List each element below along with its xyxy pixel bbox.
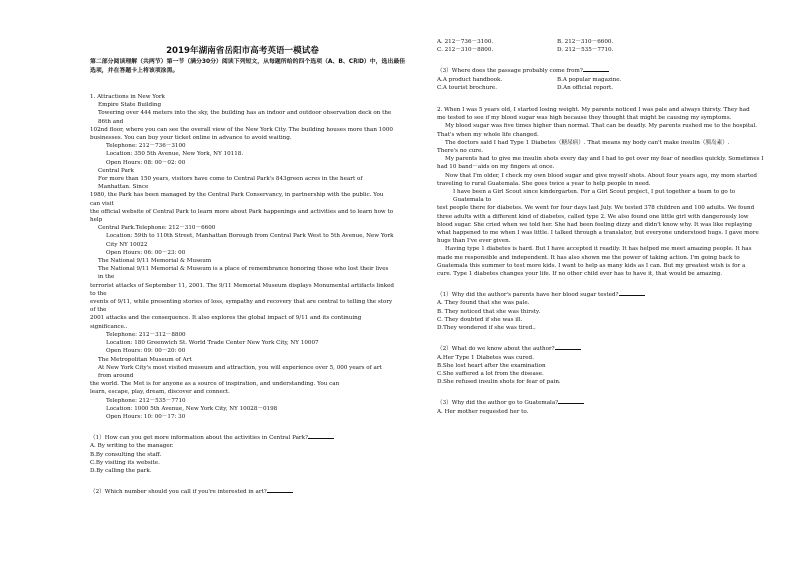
question-1-options	[90, 442, 395, 475]
text-line: My parents had to give me insulin shots every day and I had to get over my fear of needles quickly. Sometimes I	[445, 156, 764, 163]
text-line: Location: 1000 5th Avenue, New York City, NY 10028－0198	[106, 405, 278, 412]
text-line: D.She refused insulin shots for fear of pain.	[437, 379, 561, 386]
question-3-options-row-1	[437, 76, 767, 84]
text-line: Telephone: 212－736－3100	[106, 143, 186, 150]
question-4: （1）Why did the author's parents have her blood sugar tested?	[437, 290, 767, 299]
text-line: The National 9/11 Memorial & Museum	[98, 258, 212, 265]
text-line: D.They wondered if she was tired..	[437, 325, 536, 332]
option-c: C.A tourist brochure.	[437, 84, 497, 91]
passage-1-body	[90, 101, 395, 421]
text-line: A. Her mother requested her to.	[437, 408, 529, 415]
right-column	[437, 38, 767, 416]
text-line: The National 9/11 Memorial & Museum is a place of remembrance honoring those who lost their lives in the	[98, 266, 389, 281]
text-line: I have been a Girl Scout since kindergarten. For a Girl Scout project, I put together a team to go to Guatemala to	[453, 189, 736, 204]
answer-blank	[583, 66, 609, 72]
text-line: Central Park	[98, 167, 134, 174]
text-line: There's no cure.	[437, 148, 484, 155]
option-c: C. 212－310－8800.	[437, 47, 494, 54]
option-d: D.An official report.	[557, 84, 614, 91]
text-line: My blood sugar was five times higher than normal. That can be deadly. My parents rushed me to the hospital.	[445, 123, 757, 130]
text-line: C.By visiting its website.	[90, 459, 160, 466]
text-line: C. They doubted if she was ill.	[437, 316, 523, 323]
text-line: 1980, the Park has been managed by the Central Park Conservancy, in partnership with the public. You can visit	[90, 192, 384, 207]
text-line: cure. Type 1 diabetes changes your life. If no other child ever has to have it, that would be amazing.	[437, 271, 723, 278]
option-b: B. 212－310－6600.	[557, 39, 614, 45]
text-line: Telephone: 212－312－8800	[106, 331, 186, 338]
text-line: Open Hours: 10: 00－17: 30	[106, 413, 186, 420]
text-line: Empire State Building	[98, 102, 162, 109]
passage-1	[90, 93, 395, 496]
exam-title: 2019年湖南省岳阳市高考英语一模试卷	[166, 46, 319, 56]
passage-1-heading: 1. Attractions in New York	[90, 94, 165, 100]
text-line: Open Hours: 08: 00－02: 00	[106, 159, 186, 166]
passage-2-body	[437, 114, 767, 278]
text-line: blood sugar. She cried when we told her. She had been feeling dizzy and didn't know why. It was like replaying	[437, 221, 752, 228]
text-line: A.Her Type 1 Diabetes was cured.	[437, 354, 534, 361]
text-line: terrorist attacks of September 11, 2001. The 9/11 Memorial Museum displays Monumental artifacts linked to the	[90, 282, 394, 297]
text-line: The doctors said I had Type 1 Diabetes（糖尿病）. That means my body can't make insulin（胰岛素）.	[445, 139, 730, 146]
text-line: me tested to see if my blood sugar was high because they thought that might be causing my symptoms.	[437, 115, 732, 122]
text-line: the world. The Met is for anyone as a source of inspiration, and understanding. You can	[90, 381, 340, 388]
text-line: Telephone: 212－535－7710	[106, 397, 186, 404]
question-2-options-row-1	[437, 38, 767, 46]
passage-2-heading: 2. When I was 5 years old, I started losing weight. My parents noticed I was pale and always thirsty. They had	[437, 107, 750, 114]
text-line: At New York City's most visited museum and attraction, you will experience over 5, 000 years of art from around	[98, 364, 382, 379]
question-3-options-row-2	[437, 84, 767, 92]
question-6-options	[437, 408, 767, 416]
question-2: （2）Which number should you call if you're interested in art?	[90, 487, 395, 496]
answer-blank	[308, 433, 334, 439]
text-line: test people there for diabetes. We went for four days last July. We tested 378 children and 100 adults. We found	[437, 205, 755, 212]
text-line: the official website of Central Park to learn more about Park happenings and activities and to learn how to help	[90, 208, 394, 224]
text-line: B.She lost heart after the examination	[437, 362, 546, 369]
question-5: （2）What do we know about the author?	[437, 344, 767, 353]
text-line: Open Hours: 06: 00－23: 00	[106, 249, 186, 256]
answer-blank	[558, 398, 584, 404]
text-line: The Metropolitan Museum of Art	[98, 356, 192, 363]
text-line: hugs than I've ever given.	[437, 238, 511, 245]
text-line: B. They noticed that she was thirsty.	[437, 308, 541, 315]
question-6: （3）Why did the author go to Guatemala?	[437, 398, 767, 407]
text-line: Central Park.Telephone: 212－310－6600	[98, 225, 216, 232]
text-line: Location: 59th to 110th Street, Manhattan Borough from Central Park West to 5th Avenue, New York	[106, 233, 394, 240]
text-line: what happened to me when I was little. I talked through a translator, but everyone understood hugs. I gave more	[437, 230, 759, 237]
text-line: That's when my whole life changed.	[437, 131, 539, 138]
text-line: C.She suffered a lot from the disease.	[437, 370, 544, 377]
text-line: made me responsible and independent. It has also shown me the power of taking action. I'm going back to	[437, 254, 740, 261]
answer-blank	[619, 290, 645, 296]
question-3: （3）Where does the passage probably come from?	[437, 66, 767, 75]
text-line: events of 9/11, while presenting stories of loss, sympathy and recovery that are central to telling the story of the	[90, 299, 393, 314]
text-line: City NY 10022	[106, 241, 148, 248]
text-line: B.By consulting the staff.	[90, 451, 162, 458]
question-2-options-row-2	[437, 46, 767, 54]
text-line: For more than 150 years, visitors have come to Central Park's 843green acres in the heart of Manhattan. Since	[98, 176, 363, 191]
section-instructions: 第二部分阅读理解（共两节）第一节（满分30分）阅读下列短文，从每题所给的四个选项（A、B、C和D）中，选出最佳选项，并在答题卡上将该项涂黑。	[90, 59, 406, 74]
text-line: businesses. You can buy your ticket online in advance to avoid waiting.	[90, 135, 292, 142]
text-line: traveling to rural Guatemala. She goes twice a year to help people in need.	[437, 180, 651, 187]
text-line: Towering over 444 meters into the sky, the building has an indoor and outdoor observation deck on the 86th and	[98, 110, 392, 125]
text-line: Having type 1 diabetes is hard. But I have accepted it readily. It has helped me meet amazing people. It has	[445, 246, 752, 253]
option-d: D. 212－535－7710.	[557, 47, 614, 54]
text-line: Open Hours: 09: 00－20: 00	[106, 348, 186, 355]
answer-blank	[267, 487, 293, 493]
question-5-options	[437, 354, 767, 387]
text-line: Location: 180 Greenwich St. World Trade Center New York City, NY 10007	[106, 340, 319, 347]
text-line: 102nd floor, where you can see the overall view of the New York City. The building houses more than 1000	[90, 126, 393, 133]
text-line: A. By writing to the manager.	[90, 443, 174, 450]
option-a: A. 212－736－3100.	[437, 39, 494, 45]
text-line: A. They found that she was pale.	[437, 300, 530, 307]
option-b: B.A popular magazine.	[557, 76, 622, 83]
text-line: three adults with a different kind of diabetes, called type 2. We also found one little girl with dangerously low	[437, 213, 749, 220]
question-4-options	[437, 299, 767, 332]
text-line: 2001 attacks and the consequence. It also explores the global impact of 9/11 and its continuing significance..	[90, 315, 362, 330]
text-line: had 10 band－aids on my fingers at once.	[437, 164, 555, 171]
text-line: Guatemala this summer to test more kids. I want to help as many kids as I can. But my greatest wish is for a	[437, 262, 746, 269]
question-1: （1）How can you get more information about the activities in Central Park?	[90, 433, 395, 442]
text-line: learn, escape, play, dream, discover and connect.	[90, 389, 230, 396]
text-line: Location: 350 5th Avenue, New York, NY 10118.	[106, 151, 244, 158]
text-line: D.By calling the park.	[90, 467, 152, 474]
answer-blank	[555, 344, 581, 350]
option-a: A.A product handbook.	[437, 76, 503, 83]
text-line: Now that I'm older, I check my own blood sugar and give myself shots. About four years ago, my mom started	[445, 172, 758, 179]
